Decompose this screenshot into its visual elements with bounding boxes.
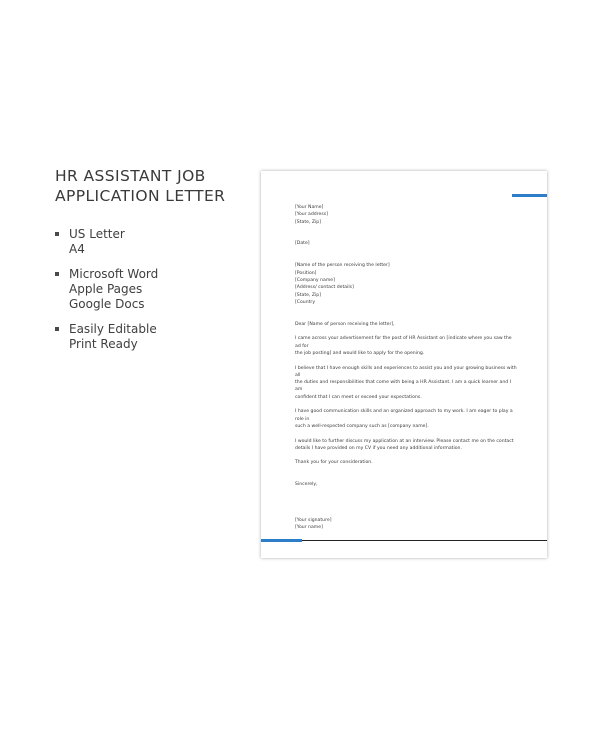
feature-list-formats [55, 227, 125, 257]
footer-divider [261, 540, 547, 541]
paragraph-line: details I have provided on my CV if you need any additional information. [295, 445, 462, 451]
paragraph [295, 408, 517, 430]
paragraph-line: the duties and responsibilities that come with being a HR Assistant. I am a quick learner and I am [295, 380, 511, 393]
product-title [55, 166, 250, 206]
bullet-icon [55, 327, 59, 331]
paragraph [295, 438, 517, 453]
feature-item: Google Docs [69, 297, 145, 311]
feature-item: Easily Editable [69, 322, 157, 336]
paragraph [295, 459, 517, 466]
recipient-line: [Country [295, 299, 316, 305]
paragraph-line: Thank you for your consideration. [295, 460, 373, 466]
product-title-line: HR ASSISTANT JOB [55, 167, 206, 185]
paragraph-line: I have good communication skills and an organized approach to my work. I am eager to play a role in [295, 409, 513, 422]
paragraph-line: the job posting] and would like to apply for the opening. [295, 350, 425, 356]
recipient-line: [State, Zip] [295, 292, 322, 298]
feature-item: A4 [69, 242, 85, 256]
letter-date: [Date] [295, 241, 310, 247]
paragraph [295, 365, 517, 401]
paragraph-line: I would like to further discuss my application at an interview. Please contact me on the contact [295, 438, 514, 444]
accent-bar-top [512, 194, 547, 197]
feature-list-benefits [55, 322, 157, 352]
accent-bar-bottom [261, 539, 302, 542]
sender-line: [Your address] [295, 212, 328, 218]
paragraph-line: I came across your advertisement for the post of HR Assistant on [indicate where you saw the ad for [295, 336, 512, 349]
sender-block [295, 204, 517, 226]
paragraph-line: confident that I can meet or exceed your expectations. [295, 394, 422, 400]
paragraph-line: I believe that I have enough skills and experiences to assist you and your growing business with all [295, 365, 517, 378]
recipient-line: [Position] [295, 270, 317, 276]
signature-line: [Your name] [295, 524, 323, 530]
sender-line: [State, Zip] [295, 219, 322, 225]
paragraph [295, 335, 517, 357]
feature-list-apps [55, 267, 158, 312]
recipient-line: [Address/ contact details] [295, 285, 354, 291]
salutation: Dear [Name of person receiving the letter], [295, 321, 395, 327]
letter-preview [261, 171, 547, 558]
product-title-line: APPLICATION LETTER [55, 187, 226, 205]
signature-line: [Your signature] [295, 517, 332, 523]
feature-item: US Letter [69, 227, 125, 241]
feature-item: Print Ready [69, 337, 138, 351]
letter-body [295, 204, 517, 531]
recipient-line: [Company name] [295, 277, 335, 283]
signature-block [295, 517, 517, 532]
sender-line: [Your Name] [295, 205, 324, 210]
paragraph-line: such a well-respected company such as [company name]. [295, 423, 429, 429]
feature-item: Apple Pages [69, 282, 143, 296]
closing: Sincerely, [295, 482, 318, 488]
bullet-icon [55, 232, 59, 236]
recipient-block [295, 262, 517, 306]
product-info [55, 166, 250, 351]
feature-item: Microsoft Word [69, 267, 159, 281]
bullet-icon [55, 272, 59, 276]
recipient-line: [Name of the person receiving the letter] [295, 263, 390, 269]
